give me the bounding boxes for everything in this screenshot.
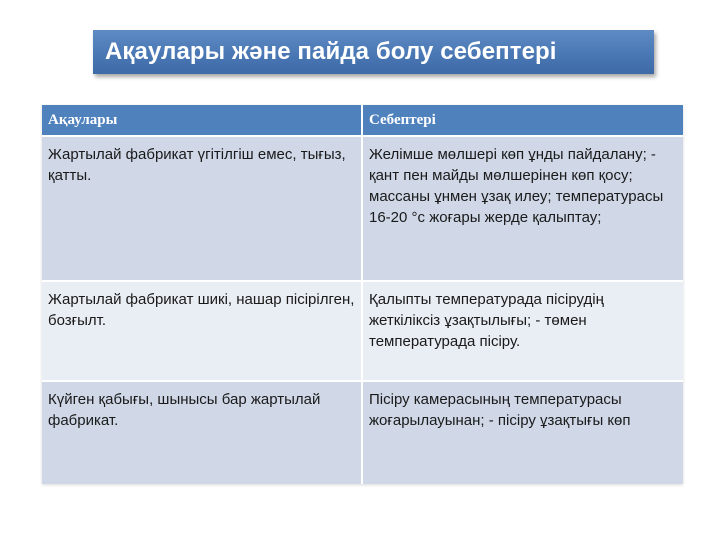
cause-cell: Пісіру камерасының температурасы жоғарылауынан; - пісіру ұзақтығы көп — [362, 381, 683, 484]
header-defects: Ақаулары — [42, 105, 362, 136]
table-row — [42, 381, 683, 484]
cause-cell: Қалыпты температурада пісірудің жеткіліксіз ұзақтылығы; - төмен температурада пісіру. — [362, 281, 683, 381]
table-row — [42, 136, 683, 281]
defect-cell: Жартылай фабрикат үгітілгіш емес, тығыз, қатты. — [42, 136, 362, 281]
defect-cell: Жартылай фабрикат шикі, нашар пісірілген, бозғылт. — [42, 281, 362, 381]
defect-cell: Күйген қабығы, шынысы бар жартылай фабрикат. — [42, 381, 362, 484]
cause-cell: Желімше мөлшері көп ұнды пайдалану; - қант пен майды мөлшерінен көп қосу; массаны ұнмен ұзақ илеу; температурасы 16-20 °с жоғары жерде қалыптау; — [362, 136, 683, 281]
defects-table — [42, 105, 683, 484]
table-row — [42, 281, 683, 381]
table-header-row — [42, 105, 683, 136]
title-banner — [93, 30, 654, 74]
slide-title: Ақаулары және пайда болу себептері — [105, 38, 557, 65]
header-causes: Себептері — [362, 105, 683, 136]
